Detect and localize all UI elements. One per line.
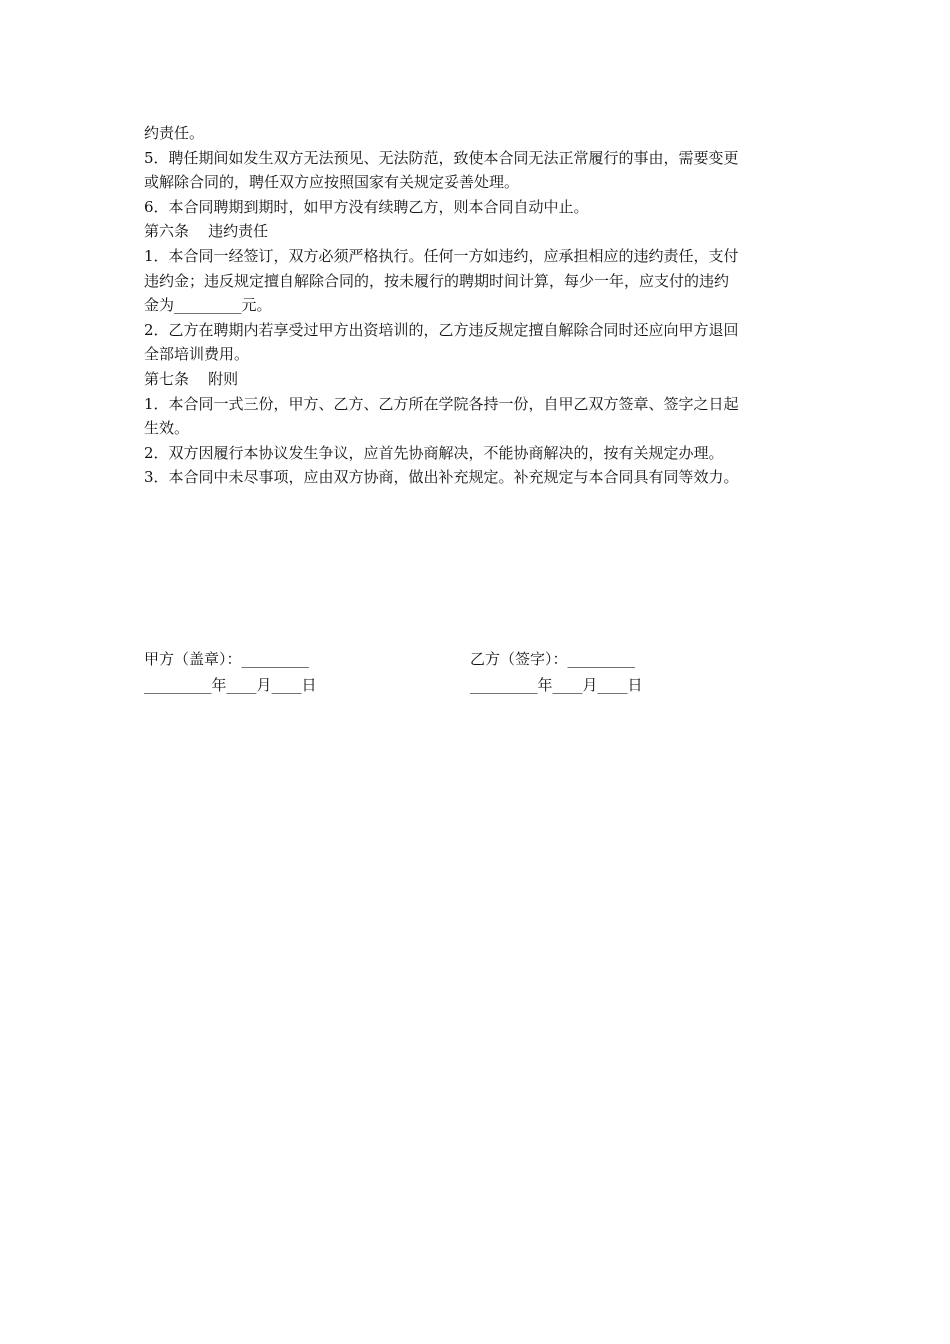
body-line: 全部培训费用。: [144, 345, 250, 364]
body-line: 1．本合同一式三份，甲方、乙方、乙方所在学院各持一份，自甲乙双方签章、签字之日起: [144, 394, 739, 413]
party-a-signature: [144, 646, 317, 698]
party-a-date: _________年____月____日: [144, 676, 317, 694]
section-heading-article-6: 第六条 违约责任: [144, 222, 269, 241]
party-b-date: _________年____月____日: [470, 676, 643, 694]
body-line: 2．乙方在聘期内若享受过甲方出资培训的，乙方违反规定擅自解除合同时还应向甲方退回: [144, 320, 739, 339]
body-line: 约责任。: [144, 124, 205, 142]
body-line: 3．本合同中未尽事项，应由双方协商，做出补充规定。补充规定与本合同具有同等效力。: [144, 468, 739, 487]
body-line: 金为_________元。: [144, 296, 272, 315]
party-b-label: 乙方（签字）：_________: [470, 650, 636, 668]
body-line: 违约金；违反规定擅自解除合同的，按未履行的聘期时间计算，每少一年，应支付的违约: [144, 271, 730, 290]
body-line: 2．双方因履行本协议发生争议，应首先协商解决，不能协商解决的，按有关规定办理。: [144, 443, 724, 462]
contract-body: [144, 121, 808, 490]
body-line: 5．聘任期间如发生双方无法预见、无法防范，致使本合同无法正常履行的事由，需要变更: [144, 148, 739, 167]
body-line: 或解除合同的，聘任双方应按照国家有关规定妥善处理。: [144, 173, 520, 192]
body-line: 1．本合同一经签订，双方必须严格执行。任何一方如违约，应承担相应的违约责任，支付: [144, 246, 739, 265]
party-b-signature: [470, 646, 643, 698]
party-a-label: 甲方（盖章）：_________: [144, 650, 310, 668]
body-line: 6．本合同聘期到期时，如甲方没有续聘乙方，则本合同自动中止。: [144, 197, 589, 216]
body-line: 生效。: [144, 419, 190, 438]
section-heading-article-7: 第七条 附则: [144, 369, 239, 388]
